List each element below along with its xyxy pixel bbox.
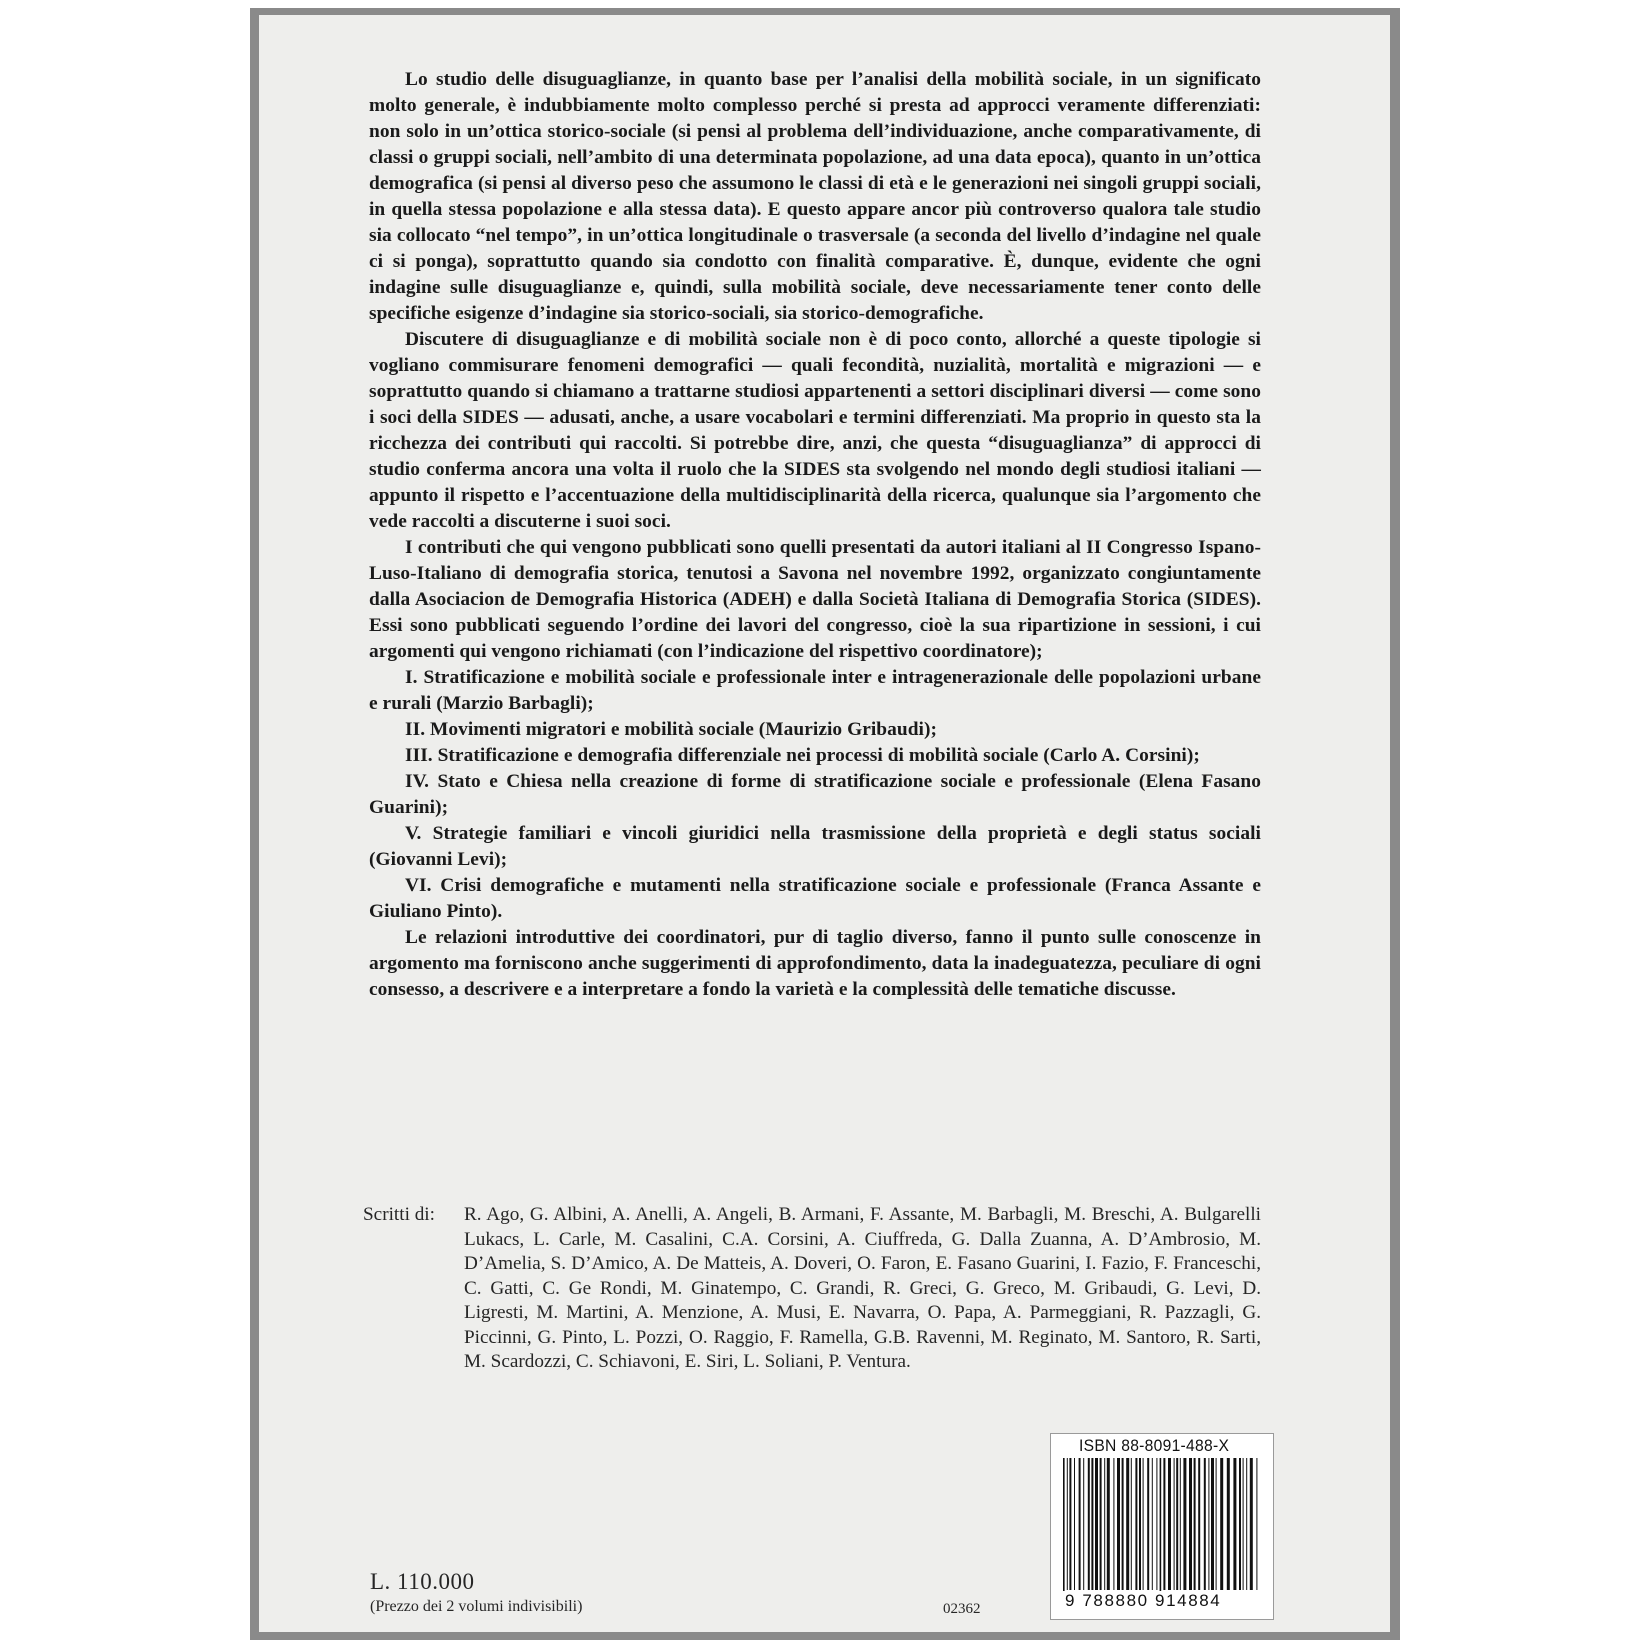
barcode-bar bbox=[1152, 1458, 1153, 1590]
barcode-bar bbox=[1135, 1458, 1137, 1590]
barcode-bar bbox=[1063, 1458, 1065, 1600]
barcode-bar bbox=[1117, 1458, 1120, 1590]
paragraph-closing: Le relazioni introduttive dei coordinatori, pur di taglio diverso, fanno il punto sulle conoscenze in argomento ma forniscono anche suggerimenti di approfondimento, data la inadeguatezza, peculiare di ogni consesso, a descrivere e a interpretare a fondo la varietà e la complessità delle tematiche discusse. bbox=[369, 927, 1261, 1000]
barcode-bar bbox=[1143, 1458, 1144, 1590]
barcode-bar bbox=[1163, 1458, 1165, 1590]
isbn-label: ISBN 88-8091-488-X bbox=[1079, 1436, 1230, 1455]
barcode-bar bbox=[1239, 1458, 1241, 1590]
credits-names: R. Ago, G. Albini, A. Anelli, A. Angeli, B. Armani, F. Assante, M. Barbagli, M. Breschi, A. Bulgarelli Lukacs, L. Carle, M. Casalini, C.A. Corsini, A. Ciuffreda, G. Dalla Zuanna, A. D’Ambrosio, M. D’Amelia, S. D’Amico, A. De Matteis, A. Doveri, O. Faron, E. Fasano Guarini, I. Fazio, F. Franceschi, C. Gatti, C. Ge Rondi, M. Ginatempo, C. Grandi, R. Greci, G. Greco, M. Gribaudi, G. Levi, D. Ligresti, M. Martini, A. Menzione, A. Musi, E. Navarra, O. Papa, A. Parmeggiani, R. Pazzagli, G. Piccinni, G. Pinto, L. Pozzi, O. Raggio, F. Ramella, G.B. Ravenni, M. Reginato, M. Santoro, R. Sarti, M. Scardozzi, C. Schiavoni, E. Siri, L. Soliani, P. Ventura. bbox=[464, 1204, 1261, 1372]
barcode-bar bbox=[1204, 1458, 1206, 1590]
session-item: IV. Stato e Chiesa nella creazione di forme di stratificazione sociale e professionale (Elena Fasano Guarini); bbox=[369, 771, 1261, 818]
session-item: I. Stratificazione e mobilità sociale e professionale inter e intragenerazionale delle popolazioni urbane e rurali (Marzio Barbagli); bbox=[369, 667, 1261, 714]
barcode-bar bbox=[1091, 1458, 1093, 1590]
barcode-bar bbox=[1074, 1458, 1075, 1590]
paragraph-contributions: I contributi che qui vengono pubblicati sono quelli presentati da autori italiani al II Congresso Ispano-Luso-Italiano di demografia storica, tenutosi a Savona nel novembre 1992, organizzato congiuntamente dalla Asociacion de Demografia Historica (ADEH) e dalla Società Italiana di Demografia Storica (SIDES). Essi sono pubblicati seguendo l’ordine dei lavori del congresso, cioè la sua ripartizione in sessioni, i cui argomenti qui vengono richiamati (con l’indicazione del rispettivo coordinatore); bbox=[369, 537, 1261, 662]
barcode-bar bbox=[1113, 1458, 1114, 1590]
barcode-bar bbox=[1160, 1458, 1162, 1600]
barcode-bar bbox=[1131, 1458, 1132, 1590]
barcode-bar bbox=[1100, 1458, 1102, 1590]
barcode-bar bbox=[1189, 1458, 1192, 1590]
price-note: (Prezzo dei 2 volumi indivisibili) bbox=[370, 1598, 583, 1615]
price: L. 110.000 bbox=[370, 1569, 475, 1594]
paragraph-intro: Lo studio delle disuguaglianze, in quanto base per l’analisi della mobilità sociale, in un significato molto generale, è indubbiamente molto complesso perché si presta ad approcci veramente differenziati: non solo in un’ottica storico-sociale (si pensi al problema dell’individuazione, anche comparativamente, di classi o gruppi sociali, nell’ambito di una determinata popolazione, ad una data epoca), quanto in un’ottica demografica (si pensi al diverso peso che assumono le classi di età e le generazioni nei singoli gruppi sociali, in quella stessa popolazione e alla stessa data). E questo appare ancor più controverso qualora tale studio sia collocato “nel tempo”, in un’ottica longitudinale o trasversale (a seconda del livello d’indagine nel quale ci si ponga), soprattutto quando sia condotto con finalità comparative. È, dunque, evidente che ogni indagine sulle disuguaglianze e, quindi, sulla mobilità sociale, deve necessariamente tener conto delle specifiche esigenze d’indagine sia storico-sociali, sia storico-demografiche. bbox=[369, 69, 1261, 324]
session-item: VI. Crisi demografiche e mutamenti nella stratificazione sociale e professionale (Franca Assante e Giuliano Pinto). bbox=[369, 875, 1261, 922]
barcode-bar bbox=[1126, 1458, 1129, 1590]
barcode-bar bbox=[1147, 1458, 1149, 1590]
back-cover-text bbox=[369, 67, 1261, 1003]
barcode-bar bbox=[1211, 1458, 1214, 1590]
barcode-bar bbox=[1168, 1458, 1171, 1590]
ean-number: 9 788880 914884 bbox=[1065, 1591, 1222, 1610]
barcode-bar bbox=[1256, 1458, 1257, 1590]
barcode-bar bbox=[1233, 1458, 1236, 1590]
barcode-bar bbox=[1220, 1458, 1223, 1590]
barcode-bar bbox=[1083, 1458, 1084, 1590]
barcode-bar bbox=[1243, 1458, 1244, 1590]
barcode-bar bbox=[1208, 1458, 1209, 1590]
barcode-bar bbox=[1104, 1458, 1105, 1590]
catalog-code: 02362 bbox=[943, 1601, 981, 1617]
barcode-bar bbox=[1250, 1458, 1253, 1590]
barcode-bar bbox=[1176, 1458, 1178, 1590]
barcode-bar bbox=[1122, 1458, 1124, 1590]
barcode-box bbox=[1050, 1433, 1274, 1620]
session-item: II. Movimenti migratori e mobilità sociale (Maurizio Gribaudi); bbox=[405, 719, 937, 740]
barcode-bar bbox=[1246, 1458, 1247, 1590]
barcode-bar bbox=[1194, 1458, 1196, 1590]
session-item: V. Strategie familiari e vincoli giuridici nella trasmissione della proprietà e degli status sociali (Giovanni Levi); bbox=[369, 823, 1261, 870]
barcode-graphic bbox=[1059, 1458, 1265, 1600]
authors-credits bbox=[363, 1203, 1261, 1375]
barcode-bar bbox=[1139, 1458, 1141, 1590]
barcode-bar bbox=[1069, 1458, 1071, 1590]
paragraph-discussion: Discutere di disuguaglianze e di mobilità sociale non è di poco conto, allorché a queste tipologie si vogliano commisurare fenomeni demografici — quali fecondità, nuzialità, mortalità e migrazioni — e soprattutto quando si chiamano a trattarne studiosi appartenenti a settori disciplinari diversi — come sono i soci della SIDES — adusati, anche, a usare vocabolari e termini differenziati. Ma proprio in questo sta la ricchezza dei contributi qui raccolti. Si potrebbe dire, anzi, che questa “disuguaglianza” di approcci di studio conferma ancora una volta il ruolo che la SIDES sta svolgendo nel mondo degli studiosi italiani — appunto il rispetto e l’accentuazione della multidisciplinarità della ricerca, qualunque sia l’argomento che vede raccolti a discuterne i suoi soci. bbox=[369, 329, 1261, 532]
barcode-bar bbox=[1156, 1458, 1157, 1590]
barcode-bar bbox=[1183, 1458, 1186, 1590]
barcode-bar bbox=[1198, 1458, 1200, 1590]
barcode-bar bbox=[1174, 1458, 1175, 1590]
back-cover-page bbox=[259, 15, 1390, 1632]
session-item: III. Stratificazione e demografia differenziale nei processi di mobilità sociale (Carlo A. Corsini); bbox=[405, 745, 1200, 766]
barcode-bar bbox=[1216, 1458, 1217, 1590]
barcode-bar bbox=[1079, 1458, 1081, 1590]
barcode-bar bbox=[1107, 1458, 1110, 1590]
credits-label: Scritti di: bbox=[363, 1204, 435, 1225]
barcode-bar bbox=[1180, 1458, 1181, 1590]
barcode-bar bbox=[1088, 1458, 1090, 1590]
barcode-bar bbox=[1227, 1458, 1230, 1590]
barcode-bar bbox=[1067, 1458, 1068, 1590]
barcode-bar bbox=[1095, 1458, 1098, 1590]
